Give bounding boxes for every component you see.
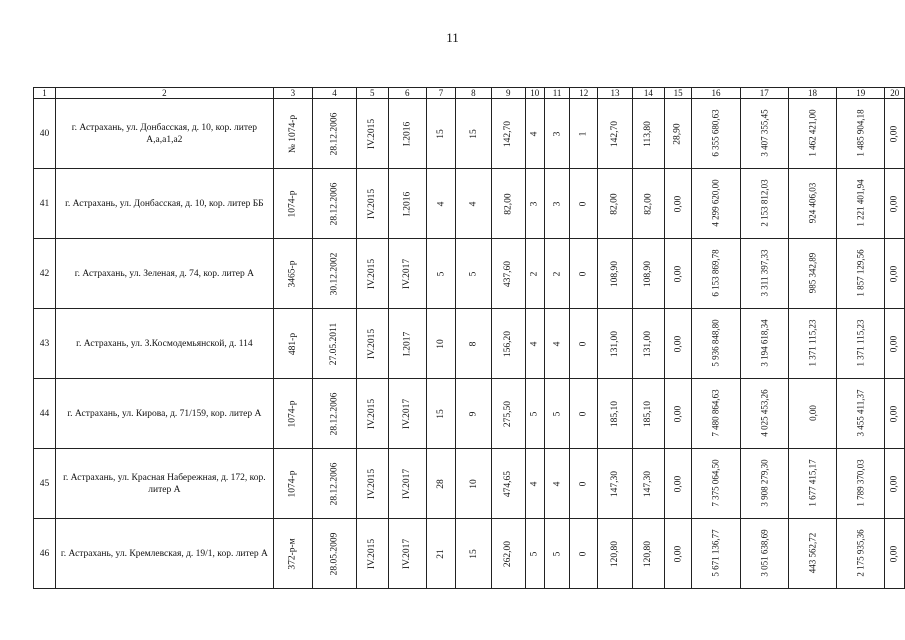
- cell-value: 0: [578, 551, 589, 556]
- cell-value: 0,00: [673, 195, 684, 212]
- cell-value: 275,50: [503, 400, 514, 427]
- table-cell: [525, 449, 544, 519]
- table-cell: [356, 169, 388, 239]
- table-cell: [273, 519, 312, 589]
- cell-value: IV.2015: [367, 398, 378, 429]
- table-cell: [313, 169, 357, 239]
- table-cell: [426, 379, 455, 449]
- cell-value: 924 406,03: [807, 182, 818, 224]
- table-cell: [456, 309, 492, 379]
- table-cell: [570, 99, 598, 169]
- page-number: 11: [446, 30, 459, 45]
- header-cell: 5: [356, 88, 388, 99]
- table-cell: [273, 239, 312, 309]
- table-cell: [632, 99, 664, 169]
- table-cell: [570, 379, 598, 449]
- row-number: 44: [34, 379, 56, 449]
- header-cell: 1: [34, 88, 56, 99]
- table-cell: [632, 309, 664, 379]
- table-cell: [525, 519, 544, 589]
- cell-value: 120,80: [609, 540, 620, 567]
- table-cell: [570, 169, 598, 239]
- address-cell: г. Астрахань, ул. Кремлевская, д. 19/1, кор. литер А: [56, 519, 274, 589]
- cell-value: 4: [552, 481, 563, 486]
- table-cell: [692, 99, 740, 169]
- table-cell: [388, 99, 426, 169]
- cell-value: 4: [468, 201, 479, 206]
- table-cell: [356, 99, 388, 169]
- table-cell: [570, 309, 598, 379]
- table-cell: [837, 449, 885, 519]
- table-row: [34, 239, 905, 309]
- cell-value: 372-р-м: [287, 537, 298, 570]
- header-cell: 8: [456, 88, 492, 99]
- cell-value: 2 175 935,36: [855, 529, 866, 577]
- cell-value: 7 480 864,63: [711, 389, 722, 437]
- cell-value: 3 194 618,34: [759, 319, 770, 367]
- table-cell: [456, 239, 492, 309]
- table-cell: [491, 99, 525, 169]
- table-cell: [273, 449, 312, 519]
- header-cell: 19: [837, 88, 885, 99]
- cell-value: 7 375 064,50: [711, 459, 722, 507]
- cell-value: 1 462 421,00: [807, 109, 818, 157]
- cell-value: 2: [529, 271, 540, 276]
- row-number: 45: [34, 449, 56, 519]
- cell-value: 1074-р: [287, 470, 298, 497]
- table-cell: [740, 449, 788, 519]
- cell-value: 21: [435, 548, 446, 559]
- cell-value: 5 936 848,80: [711, 319, 722, 367]
- table-cell: [544, 449, 570, 519]
- cell-value: 437,60: [503, 260, 514, 287]
- table-cell: [740, 99, 788, 169]
- table-cell: [426, 449, 455, 519]
- table-row: [34, 169, 905, 239]
- table-cell: [788, 379, 836, 449]
- cell-value: 30.12.2002: [329, 252, 340, 295]
- cell-value: 108,90: [609, 260, 620, 287]
- table-row: [34, 449, 905, 519]
- table-cell: [273, 379, 312, 449]
- table-cell: [692, 449, 740, 519]
- header-cell: 20: [885, 88, 905, 99]
- cell-value: 28.12.2006: [329, 112, 340, 155]
- table-cell: [740, 309, 788, 379]
- cell-value: 185,10: [609, 400, 620, 427]
- cell-value: 2: [552, 271, 563, 276]
- cell-value: IV.2015: [367, 538, 378, 569]
- cell-value: 6 153 869,78: [711, 249, 722, 297]
- cell-value: 1: [578, 131, 589, 136]
- cell-value: 27.05.2011: [329, 322, 340, 365]
- table-cell: [597, 449, 632, 519]
- cell-value: 0,00: [889, 125, 900, 142]
- table-cell: [356, 519, 388, 589]
- cell-value: 443 562,72: [807, 532, 818, 574]
- cell-value: 1 371 115,23: [807, 319, 818, 367]
- cell-value: 0,00: [673, 545, 684, 562]
- cell-value: 3: [552, 131, 563, 136]
- header-cell: 13: [597, 88, 632, 99]
- table-cell: [664, 309, 692, 379]
- table-cell: [632, 379, 664, 449]
- table-cell: [885, 239, 905, 309]
- table-cell: [456, 519, 492, 589]
- cell-value: 0: [578, 271, 589, 276]
- table-cell: [692, 309, 740, 379]
- header-cell: 2: [56, 88, 274, 99]
- header-cell: 12: [570, 88, 598, 99]
- table-cell: [544, 379, 570, 449]
- cell-value: 4: [529, 131, 540, 136]
- table-cell: [788, 99, 836, 169]
- table-cell: [491, 309, 525, 379]
- table-cell: [525, 169, 544, 239]
- header-cell: 3: [273, 88, 312, 99]
- header-cell: 16: [692, 88, 740, 99]
- table-cell: [570, 449, 598, 519]
- table-cell: [692, 239, 740, 309]
- table-cell: [456, 449, 492, 519]
- table-cell: [885, 379, 905, 449]
- cell-value: 0,00: [673, 265, 684, 282]
- cell-value: 0: [578, 481, 589, 486]
- cell-value: 5: [435, 271, 446, 276]
- table-cell: [664, 239, 692, 309]
- cell-value: 185,10: [643, 400, 654, 427]
- header-cell: 17: [740, 88, 788, 99]
- table-row: [34, 309, 905, 379]
- cell-value: IV.2017: [402, 538, 413, 569]
- cell-value: 131,00: [643, 330, 654, 357]
- cell-value: 0,00: [673, 405, 684, 422]
- cell-value: IV.2017: [402, 398, 413, 429]
- cell-value: 0,00: [807, 405, 818, 421]
- table-cell: [388, 169, 426, 239]
- cell-value: 1 789 370,03: [855, 459, 866, 507]
- cell-value: 5: [468, 271, 479, 276]
- cell-value: 82,00: [609, 192, 620, 215]
- cell-value: 4: [435, 201, 446, 206]
- cell-value: 9: [468, 411, 479, 416]
- table-cell: [544, 309, 570, 379]
- cell-value: IV.2015: [367, 118, 378, 149]
- table-cell: [597, 379, 632, 449]
- cell-value: 15: [468, 128, 479, 139]
- cell-value: 6 355 680,63: [711, 109, 722, 157]
- cell-value: I.2016: [402, 191, 413, 216]
- cell-value: № 1074-р: [287, 114, 298, 153]
- table-cell: [664, 519, 692, 589]
- cell-value: 3 908 279,30: [759, 459, 770, 507]
- table-cell: [426, 99, 455, 169]
- header-cell: 18: [788, 88, 836, 99]
- cell-value: 4: [529, 341, 540, 346]
- table-cell: [491, 169, 525, 239]
- table-cell: [837, 309, 885, 379]
- table-cell: [426, 239, 455, 309]
- cell-value: 15: [435, 128, 446, 139]
- table-cell: [544, 239, 570, 309]
- table-cell: [740, 379, 788, 449]
- table-cell: [885, 449, 905, 519]
- cell-value: 0,00: [889, 475, 900, 492]
- table-cell: [525, 309, 544, 379]
- cell-value: 8: [468, 341, 479, 346]
- cell-value: 262,00: [503, 540, 514, 567]
- cell-value: I.2016: [402, 121, 413, 146]
- table-cell: [837, 379, 885, 449]
- cell-value: 0,00: [889, 335, 900, 352]
- cell-value: 108,90: [643, 260, 654, 287]
- cell-value: 3465-р: [287, 260, 298, 287]
- cell-value: 0,00: [889, 545, 900, 562]
- table-cell: [885, 99, 905, 169]
- cell-value: 1 677 415,17: [807, 459, 818, 507]
- table-cell: [664, 379, 692, 449]
- cell-value: 1074-р: [287, 400, 298, 427]
- table-cell: [273, 309, 312, 379]
- cell-value: 5: [552, 551, 563, 556]
- table-cell: [544, 169, 570, 239]
- table-cell: [388, 309, 426, 379]
- table-cell: [740, 519, 788, 589]
- header-cell: 11: [544, 88, 570, 99]
- cell-value: 147,30: [643, 470, 654, 497]
- row-number: 41: [34, 169, 56, 239]
- cell-value: 28,90: [673, 122, 684, 145]
- header-cell: 10: [525, 88, 544, 99]
- cell-value: 0,00: [889, 265, 900, 282]
- table-cell: [544, 519, 570, 589]
- table-cell: [664, 169, 692, 239]
- cell-value: 1074-р: [287, 190, 298, 217]
- cell-value: IV.2015: [367, 328, 378, 359]
- cell-value: 142,70: [609, 120, 620, 147]
- cell-value: 0,00: [889, 195, 900, 212]
- table-cell: [692, 379, 740, 449]
- cell-value: 3: [552, 201, 563, 206]
- header-cell: 6: [388, 88, 426, 99]
- cell-value: 2 153 812,03: [759, 179, 770, 227]
- row-number: 43: [34, 309, 56, 379]
- cell-value: 28: [435, 478, 446, 489]
- table-row: [34, 519, 905, 589]
- header-cell: 7: [426, 88, 455, 99]
- cell-value: IV.2015: [367, 188, 378, 219]
- table-cell: [388, 239, 426, 309]
- cell-value: 131,00: [609, 330, 620, 357]
- cell-value: 4: [552, 341, 563, 346]
- table-cell: [788, 519, 836, 589]
- cell-value: 1 221 401,94: [855, 179, 866, 227]
- table-cell: [632, 169, 664, 239]
- table-cell: [632, 449, 664, 519]
- table-cell: [788, 309, 836, 379]
- table-cell: [740, 169, 788, 239]
- cell-value: 0,00: [673, 475, 684, 492]
- table-cell: [426, 309, 455, 379]
- cell-value: 4 025 453,26: [759, 389, 770, 437]
- cell-value: 15: [435, 408, 446, 419]
- table-cell: [885, 519, 905, 589]
- table-cell: [313, 449, 357, 519]
- table-cell: [456, 169, 492, 239]
- cell-value: 0: [578, 411, 589, 416]
- cell-value: 5: [552, 411, 563, 416]
- table-cell: [632, 239, 664, 309]
- table-cell: [313, 379, 357, 449]
- address-cell: г. Астрахань, ул. З.Космодемьянской, д. 114: [56, 309, 274, 379]
- table-cell: [426, 519, 455, 589]
- table-cell: [491, 379, 525, 449]
- header-cell: 9: [491, 88, 525, 99]
- table-cell: [570, 239, 598, 309]
- table-cell: [597, 309, 632, 379]
- cell-value: 156,20: [503, 330, 514, 357]
- table-row: [34, 99, 905, 169]
- cell-value: 113,80: [643, 120, 654, 147]
- header-cell: 4: [313, 88, 357, 99]
- table-cell: [388, 519, 426, 589]
- table-cell: [788, 169, 836, 239]
- table-cell: [456, 379, 492, 449]
- cell-value: 120,80: [643, 540, 654, 567]
- cell-value: 28.12.2006: [329, 182, 340, 225]
- table-cell: [313, 519, 357, 589]
- table-cell: [597, 519, 632, 589]
- table-cell: [313, 239, 357, 309]
- cell-value: 4: [529, 481, 540, 486]
- table-cell: [837, 169, 885, 239]
- table-cell: [525, 379, 544, 449]
- cell-value: 10: [468, 478, 479, 489]
- cell-value: 985 342,89: [807, 252, 818, 294]
- table-cell: [426, 169, 455, 239]
- cell-value: IV.2015: [367, 468, 378, 499]
- cell-value: 1 371 115,23: [855, 319, 866, 367]
- table-cell: [544, 99, 570, 169]
- cell-value: 3 455 411,37: [855, 389, 866, 437]
- address-cell: г. Астрахань, ул. Зеленая, д. 74, кор. литер А: [56, 239, 274, 309]
- cell-value: 4 299 620,00: [711, 179, 722, 227]
- address-cell: г. Астрахань, ул. Донбасская, д. 10, кор. литер А,а,а1,а2: [56, 99, 274, 169]
- cell-value: 15: [468, 548, 479, 559]
- table-cell: [597, 239, 632, 309]
- table-row: [34, 379, 905, 449]
- table-cell: [491, 519, 525, 589]
- cell-value: 3: [529, 201, 540, 206]
- cell-value: 1 485 904,18: [855, 109, 866, 157]
- table-cell: [525, 99, 544, 169]
- table-cell: [388, 449, 426, 519]
- table-cell: [356, 309, 388, 379]
- row-number: 42: [34, 239, 56, 309]
- cell-value: 147,30: [609, 470, 620, 497]
- row-number: 40: [34, 99, 56, 169]
- cell-value: 82,00: [643, 192, 654, 215]
- table-cell: [788, 449, 836, 519]
- cell-value: 3 407 355,45: [759, 109, 770, 157]
- table-cell: [664, 449, 692, 519]
- cell-value: 28.05.2009: [329, 532, 340, 575]
- cell-value: IV.2017: [402, 258, 413, 289]
- cell-value: 0: [578, 201, 589, 206]
- table-cell: [491, 449, 525, 519]
- table-cell: [837, 99, 885, 169]
- cell-value: 10: [435, 338, 446, 349]
- cell-value: 474,65: [503, 470, 514, 497]
- table-cell: [356, 379, 388, 449]
- table-cell: [740, 239, 788, 309]
- address-cell: г. Астрахань, ул. Красная Набережная, д. 172, кор. литер А: [56, 449, 274, 519]
- register-table: [33, 87, 905, 589]
- cell-value: 28.12.2006: [329, 462, 340, 505]
- table-cell: [664, 99, 692, 169]
- cell-value: 5: [529, 411, 540, 416]
- table-cell: [313, 309, 357, 379]
- address-cell: г. Астрахань, ул. Донбасская, д. 10, кор. литер ББ: [56, 169, 274, 239]
- table-cell: [570, 519, 598, 589]
- cell-value: 82,00: [503, 192, 514, 215]
- header-cell: 14: [632, 88, 664, 99]
- cell-value: 5: [529, 551, 540, 556]
- table-cell: [788, 239, 836, 309]
- cell-value: 3 051 638,69: [759, 529, 770, 577]
- table-cell: [885, 309, 905, 379]
- table-cell: [313, 99, 357, 169]
- cell-value: IV.2015: [367, 258, 378, 289]
- table-cell: [837, 519, 885, 589]
- cell-value: 0,00: [673, 335, 684, 352]
- cell-value: 142,70: [503, 120, 514, 147]
- table-cell: [597, 99, 632, 169]
- table-cell: [837, 239, 885, 309]
- cell-value: 3 311 397,33: [759, 249, 770, 297]
- cell-value: 0: [578, 341, 589, 346]
- table-cell: [597, 169, 632, 239]
- table-cell: [356, 239, 388, 309]
- cell-value: 5 671 136,77: [711, 529, 722, 577]
- table-cell: [632, 519, 664, 589]
- table-cell: [456, 99, 492, 169]
- row-number: 46: [34, 519, 56, 589]
- table-cell: [491, 239, 525, 309]
- table-cell: [356, 449, 388, 519]
- table-cell: [692, 519, 740, 589]
- header-row: [34, 88, 905, 99]
- cell-value: 481-р: [287, 332, 298, 355]
- table-cell: [388, 379, 426, 449]
- table-cell: [885, 169, 905, 239]
- table-cell: [273, 169, 312, 239]
- table-cell: [525, 239, 544, 309]
- cell-value: 28.12.2006: [329, 392, 340, 435]
- cell-value: 1 857 129,56: [855, 249, 866, 297]
- table-cell: [692, 169, 740, 239]
- cell-value: 0,00: [889, 405, 900, 422]
- cell-value: I.2017: [402, 331, 413, 356]
- address-cell: г. Астрахань, ул. Кирова, д. 71/159, кор. литер А: [56, 379, 274, 449]
- table-cell: [273, 99, 312, 169]
- header-cell: 15: [664, 88, 692, 99]
- cell-value: IV.2017: [402, 468, 413, 499]
